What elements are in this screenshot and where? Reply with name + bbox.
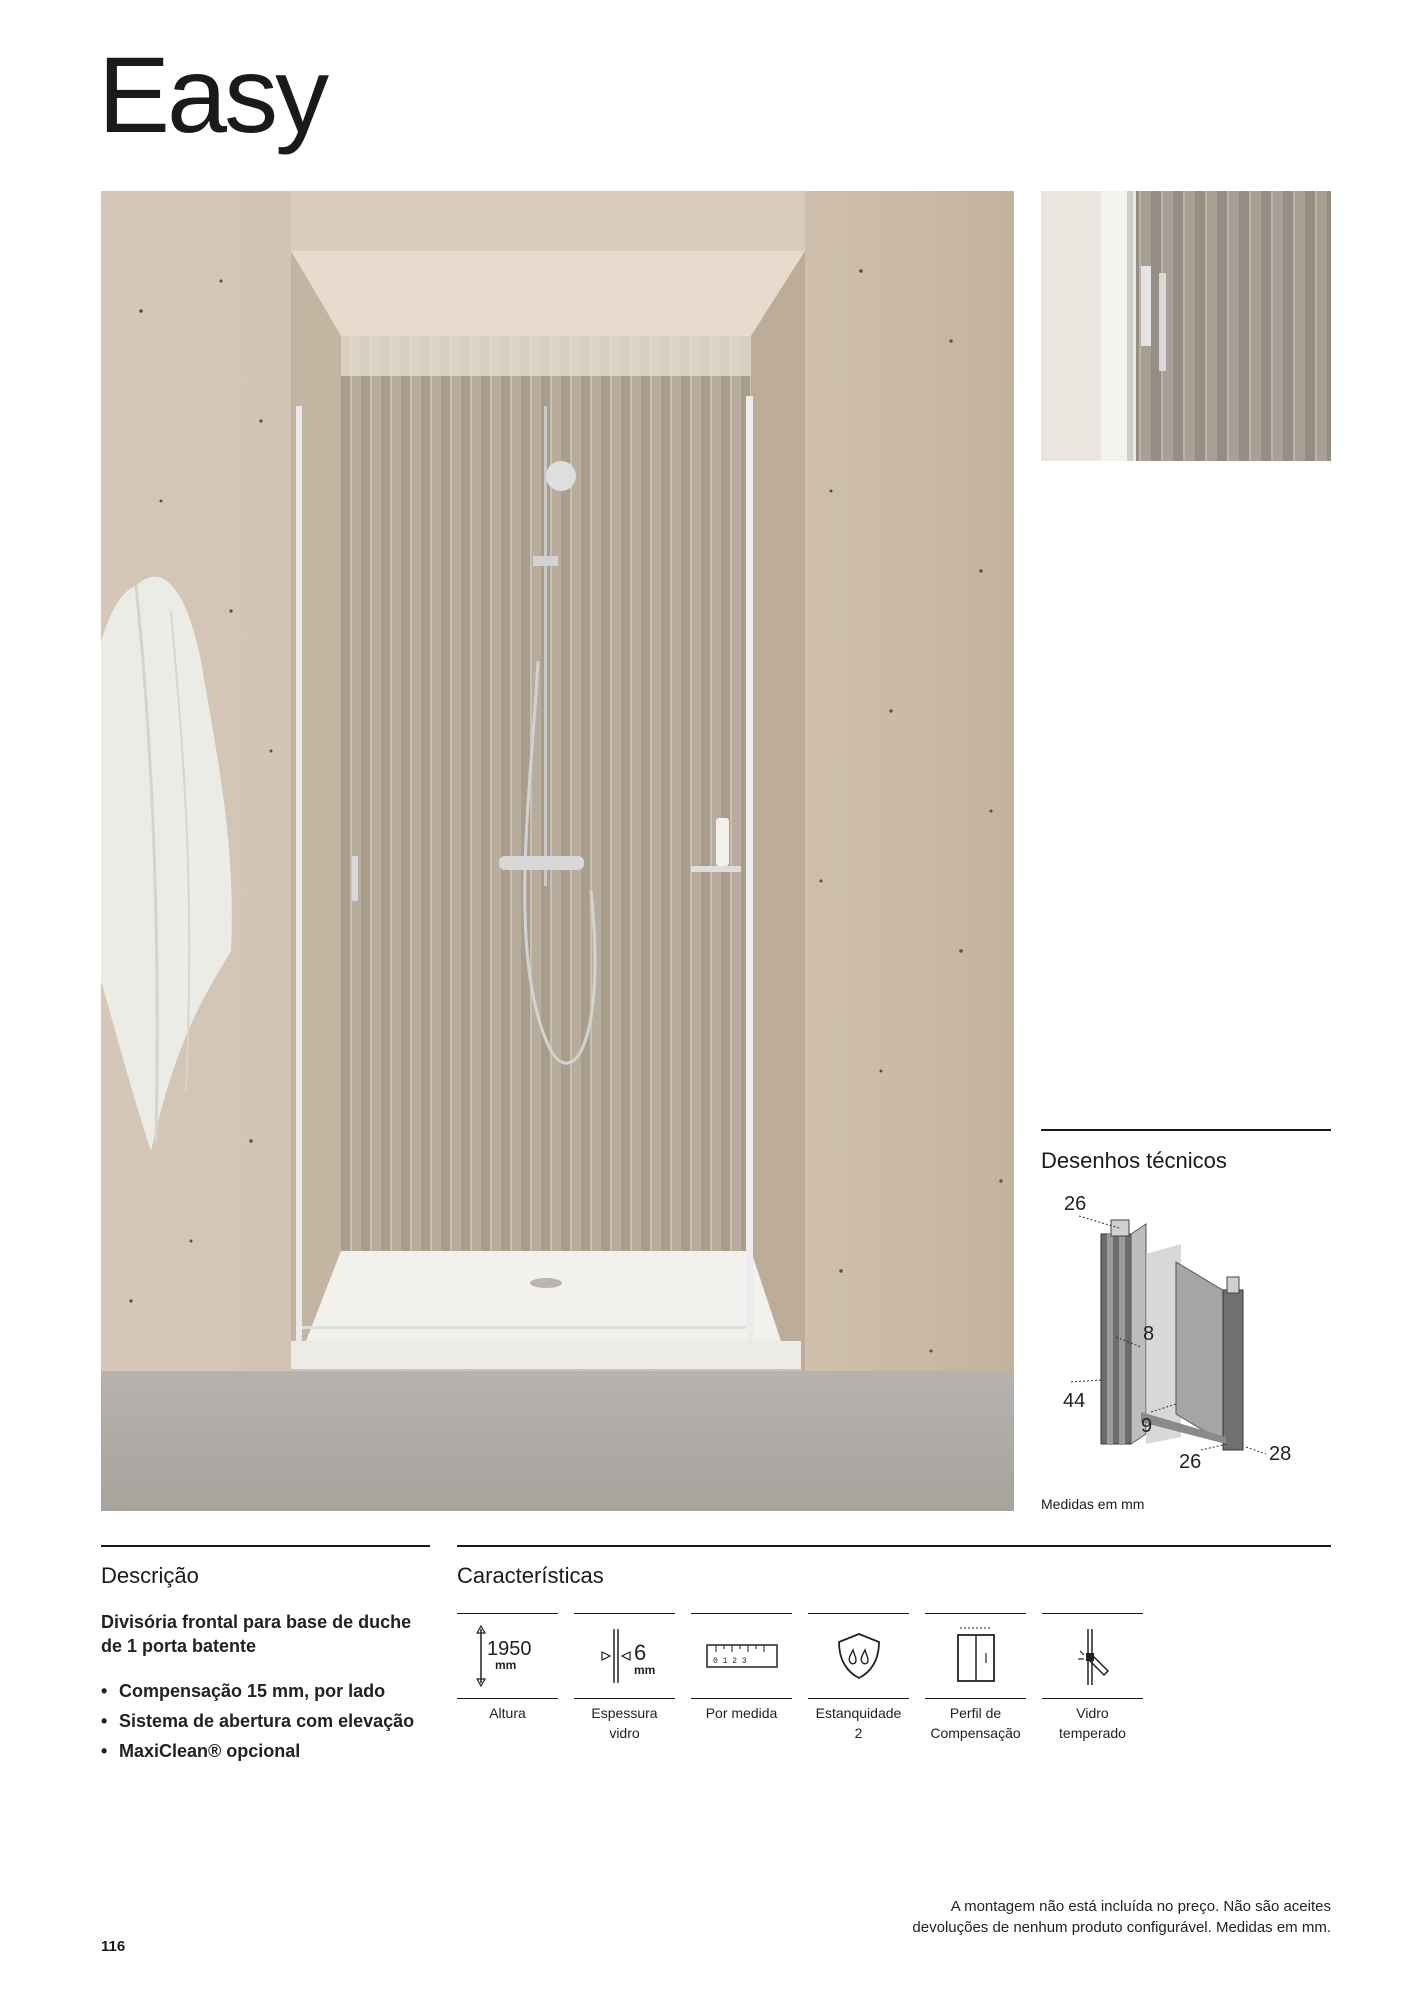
list-item: • Compensação 15 mm, por lado xyxy=(101,1676,441,1706)
list-item: • Sistema de abertura com elevação xyxy=(101,1706,441,1736)
footer-line: A montagem não está incluída no preço. Não são aceites xyxy=(950,1898,1331,1915)
technical-drawing xyxy=(1041,1182,1331,1482)
feature-label: Compensação xyxy=(930,1725,1021,1741)
hinge-detail-photo xyxy=(1041,191,1331,461)
description-divider xyxy=(101,1545,430,1547)
feature-label: 2 xyxy=(854,1725,863,1741)
waterproof-shield-icon xyxy=(831,1628,887,1684)
description-summary: Divisória frontal para base de duche de 1 porta batente xyxy=(101,1612,412,1656)
page-title: Easy xyxy=(98,34,327,155)
description-heading: Descrição xyxy=(101,1563,199,1588)
dim-profile-depth: 44 xyxy=(1063,1390,1086,1412)
height-icon xyxy=(473,1623,543,1689)
tempered-glass-icon xyxy=(1068,1623,1118,1689)
feature-label: Por medida xyxy=(705,1705,778,1721)
feature-label: Espessura xyxy=(591,1705,658,1721)
feature-label: vidro xyxy=(609,1725,640,1741)
feature-label: Perfil de xyxy=(949,1705,1002,1721)
page-number: 116 xyxy=(101,1938,126,1955)
characteristics-divider xyxy=(457,1545,1331,1547)
compensation-profile-icon xyxy=(946,1623,1006,1689)
thickness-unit: mm xyxy=(633,1663,655,1677)
technical-drawings-heading: Desenhos técnicos xyxy=(1041,1148,1227,1173)
feature-label: Estanquidade xyxy=(815,1705,902,1721)
ruler-icon xyxy=(704,1636,780,1676)
feature-height xyxy=(457,1613,558,1723)
glass-thickness-icon xyxy=(590,1623,660,1689)
feature-label: temperado xyxy=(1059,1725,1126,1741)
feature-waterproof xyxy=(808,1613,909,1743)
dim-offset: 9 xyxy=(1141,1415,1153,1437)
list-item: • MaxiClean® opcional xyxy=(101,1736,441,1766)
technical-divider xyxy=(1041,1129,1331,1131)
shower-product-photo xyxy=(101,191,1014,1511)
units-note: Medidas em mm xyxy=(1041,1496,1145,1512)
feature-compensation-profile xyxy=(925,1613,1026,1743)
dim-side-width: 28 xyxy=(1269,1443,1292,1465)
footer-disclaimer xyxy=(811,1896,1331,1938)
feature-glass-thickness xyxy=(574,1613,675,1743)
dim-bottom-width: 26 xyxy=(1179,1451,1202,1473)
ruler-numbers: 0 1 2 3 xyxy=(712,1657,747,1666)
height-unit: mm xyxy=(494,1658,516,1672)
feature-label: Vidro xyxy=(1076,1705,1109,1721)
footer-line: devoluções de nenhum produto configurável. Medidas em mm. xyxy=(912,1919,1331,1936)
feature-tempered-glass xyxy=(1042,1613,1143,1743)
dim-glass-gap: 8 xyxy=(1143,1323,1155,1345)
feature-custom-size xyxy=(691,1613,792,1723)
feature-label: Altura xyxy=(489,1705,526,1721)
dim-top-width: 26 xyxy=(1064,1193,1087,1215)
feature-bullet-list xyxy=(101,1676,441,1766)
thickness-value: 6 xyxy=(633,1640,646,1665)
characteristics-heading: Características xyxy=(457,1563,604,1588)
height-value: 1950 xyxy=(486,1638,531,1660)
